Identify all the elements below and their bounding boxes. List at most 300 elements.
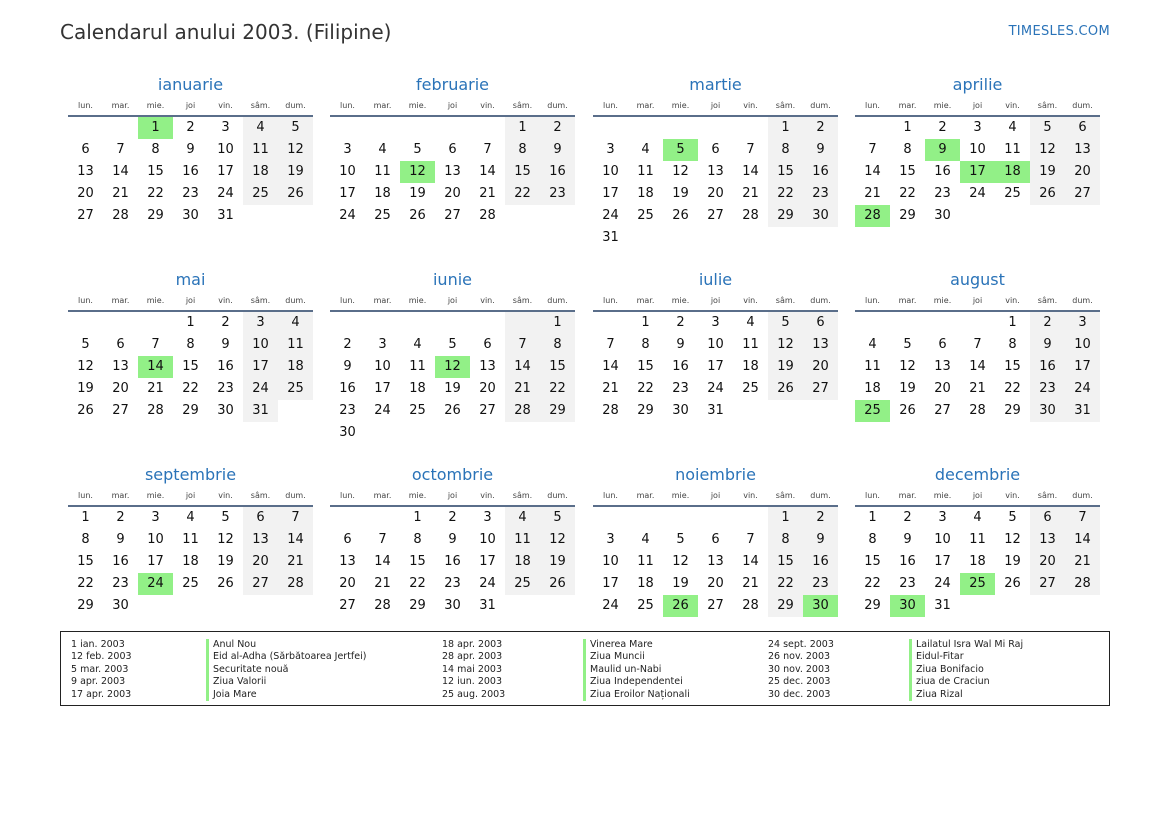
day-cell: 28 bbox=[278, 573, 313, 595]
day-cell: 10 bbox=[479, 532, 496, 547]
day-cell: 27 bbox=[479, 403, 496, 418]
weekday-name: mie. bbox=[671, 296, 690, 305]
day-cell: 24 bbox=[602, 598, 619, 613]
day-grid bbox=[330, 507, 575, 617]
day-cell: 30 bbox=[890, 595, 925, 617]
day-cell: 8 bbox=[1008, 337, 1017, 352]
weekday-name: lun. bbox=[603, 296, 618, 305]
day-cell: 14 bbox=[278, 529, 313, 551]
day-cell: 4 bbox=[1008, 120, 1017, 135]
day-cell: 20 bbox=[1065, 161, 1100, 183]
month-calendar bbox=[68, 463, 313, 617]
weekday-name: mar. bbox=[898, 491, 917, 500]
day-cell: 7 bbox=[606, 337, 615, 352]
weekday-name: mar. bbox=[373, 101, 392, 110]
day-cell: 3 bbox=[151, 510, 160, 525]
day-cell: 6 bbox=[711, 532, 720, 547]
day-cell: 14 bbox=[742, 554, 759, 569]
day-cell: 18 bbox=[637, 576, 654, 591]
day-cell: 31 bbox=[217, 208, 234, 223]
weekday-name: mie. bbox=[408, 296, 427, 305]
day-cell: 10 bbox=[707, 337, 724, 352]
day-grid bbox=[330, 312, 575, 444]
day-cell: 21 bbox=[278, 551, 313, 573]
month-name: februarie bbox=[415, 75, 490, 94]
day-cell: 28 bbox=[855, 205, 890, 227]
legend-names-col-3 bbox=[909, 639, 1023, 701]
day-cell: 1 bbox=[413, 510, 422, 525]
month-name: august bbox=[950, 270, 1005, 289]
day-cell: 9 bbox=[221, 337, 230, 352]
day-cell: 4 bbox=[505, 507, 540, 529]
weekday-header bbox=[68, 97, 313, 117]
day-cell: 11 bbox=[505, 529, 540, 551]
day-cell: 5 bbox=[663, 139, 698, 161]
empty-day-cell bbox=[68, 312, 103, 334]
day-cell: 26 bbox=[899, 403, 916, 418]
empty-day-cell bbox=[365, 312, 400, 334]
day-cell: 31 bbox=[243, 400, 278, 422]
legend-holiday-name: Ziua Rizal bbox=[909, 689, 1023, 701]
day-cell: 1 bbox=[505, 117, 540, 139]
legend-date: 17 apr. 2003 bbox=[71, 688, 132, 700]
day-cell: 15 bbox=[1004, 359, 1021, 374]
day-cell: 29 bbox=[768, 205, 803, 227]
day-cell: 18 bbox=[374, 186, 391, 201]
legend-holiday-name: ziua de Craciun bbox=[909, 676, 1023, 688]
day-cell: 12 bbox=[217, 532, 234, 547]
day-cell: 14 bbox=[1065, 529, 1100, 551]
weekday-name: lun. bbox=[865, 491, 880, 500]
day-cell: 30 bbox=[803, 205, 838, 227]
day-cell: 11 bbox=[1004, 142, 1021, 157]
day-cell: 6 bbox=[483, 337, 492, 352]
day-cell: 3 bbox=[221, 120, 230, 135]
day-cell: 13 bbox=[243, 529, 278, 551]
day-cell: 12 bbox=[540, 529, 575, 551]
day-cell: 17 bbox=[602, 186, 619, 201]
day-cell: 19 bbox=[1004, 554, 1021, 569]
legend-date: 12 feb. 2003 bbox=[71, 651, 132, 663]
day-cell: 11 bbox=[637, 164, 654, 179]
weekday-name: lun. bbox=[603, 101, 618, 110]
weekday-name: lun. bbox=[340, 101, 355, 110]
weekday-name: joi bbox=[447, 101, 458, 110]
day-cell: 15 bbox=[768, 551, 803, 573]
day-cell: 5 bbox=[676, 532, 685, 547]
day-cell: 29 bbox=[147, 208, 164, 223]
day-cell: 27 bbox=[444, 208, 461, 223]
weekday-name: mar. bbox=[111, 491, 130, 500]
day-cell: 19 bbox=[444, 381, 461, 396]
day-cell: 11 bbox=[182, 532, 199, 547]
day-cell: 20 bbox=[934, 381, 951, 396]
day-cell: 11 bbox=[969, 532, 986, 547]
empty-day-cell bbox=[400, 422, 435, 444]
day-cell: 20 bbox=[112, 381, 129, 396]
day-cell: 24 bbox=[374, 403, 391, 418]
empty-day-cell bbox=[733, 227, 768, 249]
day-cell: 23 bbox=[803, 573, 838, 595]
day-cell: 17 bbox=[243, 356, 278, 378]
weekday-header bbox=[330, 292, 575, 312]
weekday-name: mar. bbox=[373, 491, 392, 500]
month-name: octombrie bbox=[411, 465, 494, 484]
empty-day-cell bbox=[540, 595, 575, 617]
day-cell: 26 bbox=[540, 573, 575, 595]
empty-day-cell bbox=[505, 312, 540, 334]
empty-day-cell bbox=[1030, 595, 1065, 617]
day-cell: 2 bbox=[540, 117, 575, 139]
empty-day-cell bbox=[278, 595, 313, 617]
day-cell: 24 bbox=[479, 576, 496, 591]
day-cell: 13 bbox=[77, 164, 94, 179]
weekday-name: sâm. bbox=[1037, 491, 1058, 500]
day-cell: 14 bbox=[112, 164, 129, 179]
day-cell: 8 bbox=[768, 529, 803, 551]
day-cell: 4 bbox=[378, 142, 387, 157]
day-cell: 21 bbox=[479, 186, 496, 201]
day-cell: 27 bbox=[339, 598, 356, 613]
day-cell: 15 bbox=[505, 161, 540, 183]
day-cell: 23 bbox=[112, 576, 129, 591]
day-cell: 4 bbox=[413, 337, 422, 352]
weekday-name: joi bbox=[185, 491, 196, 500]
day-cell: 10 bbox=[969, 142, 986, 157]
day-cell: 13 bbox=[1030, 529, 1065, 551]
weekday-header bbox=[593, 292, 838, 312]
day-cell: 25 bbox=[960, 573, 995, 595]
empty-day-cell bbox=[138, 595, 173, 617]
day-cell: 1 bbox=[138, 117, 173, 139]
day-cell: 8 bbox=[768, 139, 803, 161]
empty-day-cell bbox=[540, 205, 575, 227]
day-cell: 14 bbox=[742, 164, 759, 179]
weekday-name: vin. bbox=[218, 101, 233, 110]
month-calendar bbox=[593, 463, 838, 617]
day-cell: 11 bbox=[864, 359, 881, 374]
weekday-name: mie. bbox=[408, 491, 427, 500]
day-cell: 16 bbox=[803, 161, 838, 183]
day-cell: 15 bbox=[864, 554, 881, 569]
day-cell: 5 bbox=[903, 337, 912, 352]
day-cell: 29 bbox=[768, 595, 803, 617]
day-cell: 30 bbox=[444, 598, 461, 613]
day-cell: 23 bbox=[182, 186, 199, 201]
weekday-header bbox=[68, 292, 313, 312]
day-cell: 8 bbox=[868, 532, 877, 547]
day-cell: 15 bbox=[768, 161, 803, 183]
day-cell: 25 bbox=[505, 573, 540, 595]
day-cell: 6 bbox=[1065, 117, 1100, 139]
weekday-name: sâm. bbox=[775, 296, 796, 305]
day-cell: 13 bbox=[707, 164, 724, 179]
weekday-name: dum. bbox=[810, 296, 831, 305]
day-cell: 5 bbox=[413, 142, 422, 157]
day-cell: 19 bbox=[768, 356, 803, 378]
day-cell: 23 bbox=[899, 576, 916, 591]
empty-day-cell bbox=[768, 400, 803, 422]
day-cell: 30 bbox=[1030, 400, 1065, 422]
day-cell: 14 bbox=[602, 359, 619, 374]
empty-day-cell bbox=[855, 117, 890, 139]
day-cell: 27 bbox=[934, 403, 951, 418]
day-cell: 18 bbox=[505, 551, 540, 573]
day-cell: 8 bbox=[186, 337, 195, 352]
legend-holiday-name: Eid al-Adha (Sărbătoarea Jertfei) bbox=[206, 651, 366, 663]
day-cell: 6 bbox=[448, 142, 457, 157]
legend-date: 28 apr. 2003 bbox=[442, 651, 503, 663]
month-name: iunie bbox=[432, 270, 472, 289]
day-cell: 13 bbox=[479, 359, 496, 374]
empty-day-cell bbox=[593, 312, 628, 334]
legend-holiday-name: Maulid un-Nabi bbox=[583, 664, 690, 676]
day-cell: 30 bbox=[803, 595, 838, 617]
weekday-name: sâm. bbox=[512, 101, 533, 110]
day-cell: 6 bbox=[1030, 507, 1065, 529]
day-cell: 3 bbox=[606, 532, 615, 547]
day-cell: 31 bbox=[934, 598, 951, 613]
weekday-name: joi bbox=[972, 101, 983, 110]
weekday-name: joi bbox=[710, 491, 721, 500]
day-cell: 27 bbox=[1065, 183, 1100, 205]
day-cell: 18 bbox=[278, 356, 313, 378]
day-cell: 27 bbox=[243, 573, 278, 595]
weekday-name: mar. bbox=[111, 101, 130, 110]
day-cell: 13 bbox=[803, 334, 838, 356]
day-cell: 14 bbox=[864, 164, 881, 179]
day-cell: 5 bbox=[448, 337, 457, 352]
day-cell: 22 bbox=[77, 576, 94, 591]
weekday-name: vin. bbox=[1005, 491, 1020, 500]
day-cell: 23 bbox=[934, 186, 951, 201]
day-cell: 17 bbox=[339, 186, 356, 201]
day-cell: 17 bbox=[1065, 356, 1100, 378]
day-cell: 30 bbox=[217, 403, 234, 418]
day-cell: 21 bbox=[742, 576, 759, 591]
day-cell: 21 bbox=[742, 186, 759, 201]
day-cell: 12 bbox=[435, 356, 470, 378]
day-cell: 26 bbox=[1004, 576, 1021, 591]
day-cell: 28 bbox=[969, 403, 986, 418]
day-cell: 22 bbox=[409, 576, 426, 591]
day-cell: 12 bbox=[400, 161, 435, 183]
empty-day-cell bbox=[470, 117, 505, 139]
day-cell: 5 bbox=[221, 510, 230, 525]
day-cell: 7 bbox=[151, 337, 160, 352]
day-cell: 17 bbox=[934, 554, 951, 569]
day-cell: 3 bbox=[243, 312, 278, 334]
legend-date: 1 ian. 2003 bbox=[71, 639, 125, 650]
empty-day-cell bbox=[505, 205, 540, 227]
day-cell: 24 bbox=[1065, 378, 1100, 400]
day-cell: 15 bbox=[77, 554, 94, 569]
day-cell: 21 bbox=[1065, 551, 1100, 573]
weekday-name: joi bbox=[185, 296, 196, 305]
empty-day-cell bbox=[1065, 205, 1100, 227]
day-cell: 18 bbox=[864, 381, 881, 396]
day-cell: 10 bbox=[602, 164, 619, 179]
day-cell: 5 bbox=[278, 117, 313, 139]
weekday-name: joi bbox=[185, 101, 196, 110]
day-cell: 29 bbox=[182, 403, 199, 418]
day-cell: 1 bbox=[540, 312, 575, 334]
day-cell: 13 bbox=[112, 359, 129, 374]
day-cell: 25 bbox=[278, 378, 313, 400]
weekday-name: lun. bbox=[865, 101, 880, 110]
day-cell: 28 bbox=[602, 403, 619, 418]
empty-day-cell bbox=[330, 117, 365, 139]
day-cell: 10 bbox=[374, 359, 391, 374]
day-cell: 10 bbox=[934, 532, 951, 547]
day-cell: 21 bbox=[147, 381, 164, 396]
day-cell: 16 bbox=[540, 161, 575, 183]
month-name: iulie bbox=[698, 270, 733, 289]
day-cell: 31 bbox=[479, 598, 496, 613]
empty-day-cell bbox=[435, 117, 470, 139]
day-cell: 17 bbox=[217, 164, 234, 179]
day-cell: 16 bbox=[182, 164, 199, 179]
weekday-name: sâm. bbox=[512, 296, 533, 305]
day-cell: 18 bbox=[969, 554, 986, 569]
weekday-name: sâm. bbox=[250, 491, 271, 500]
day-cell: 7 bbox=[1065, 507, 1100, 529]
day-cell: 6 bbox=[711, 142, 720, 157]
empty-day-cell bbox=[628, 507, 663, 529]
day-cell: 16 bbox=[217, 359, 234, 374]
day-grid bbox=[855, 312, 1100, 422]
day-cell: 18 bbox=[637, 186, 654, 201]
day-cell: 21 bbox=[864, 186, 881, 201]
day-cell: 16 bbox=[899, 554, 916, 569]
weekday-name: dum. bbox=[285, 101, 306, 110]
day-cell: 5 bbox=[81, 337, 90, 352]
legend-holiday-name: Ziua Eroilor Naționali bbox=[583, 689, 690, 701]
day-cell: 8 bbox=[641, 337, 650, 352]
day-cell: 24 bbox=[602, 208, 619, 223]
legend-date: 18 apr. 2003 bbox=[442, 639, 503, 650]
legend-holiday-name: Ziua Muncii bbox=[583, 651, 690, 663]
day-cell: 1 bbox=[768, 117, 803, 139]
day-cell: 12 bbox=[77, 359, 94, 374]
empty-day-cell bbox=[593, 117, 628, 139]
month-calendar bbox=[593, 73, 838, 249]
day-cell: 22 bbox=[768, 183, 803, 205]
day-cell: 3 bbox=[973, 120, 982, 135]
day-cell: 29 bbox=[1004, 403, 1021, 418]
weekday-name: joi bbox=[972, 296, 983, 305]
day-cell: 20 bbox=[479, 381, 496, 396]
empty-day-cell bbox=[435, 422, 470, 444]
day-cell: 2 bbox=[803, 507, 838, 529]
day-cell: 24 bbox=[138, 573, 173, 595]
weekday-name: mar. bbox=[636, 101, 655, 110]
day-cell: 16 bbox=[339, 381, 356, 396]
day-cell: 29 bbox=[864, 598, 881, 613]
day-cell: 22 bbox=[899, 186, 916, 201]
weekday-name: mie. bbox=[146, 296, 165, 305]
weekday-name: mie. bbox=[671, 101, 690, 110]
empty-day-cell bbox=[698, 507, 733, 529]
month-name: martie bbox=[689, 75, 742, 94]
day-cell: 9 bbox=[186, 142, 195, 157]
day-cell: 10 bbox=[602, 554, 619, 569]
day-cell: 30 bbox=[182, 208, 199, 223]
weekday-name: dum. bbox=[547, 296, 568, 305]
month-calendar bbox=[855, 73, 1100, 227]
day-cell: 7 bbox=[746, 532, 755, 547]
brand-link[interactable]: TIMESLES.COM bbox=[1008, 24, 1110, 39]
day-cell: 8 bbox=[81, 532, 90, 547]
weekday-header bbox=[855, 292, 1100, 312]
day-cell: 14 bbox=[479, 164, 496, 179]
day-cell: 11 bbox=[243, 139, 278, 161]
empty-day-cell bbox=[470, 422, 505, 444]
day-cell: 14 bbox=[374, 554, 391, 569]
day-grid bbox=[855, 117, 1100, 227]
weekday-name: sâm. bbox=[775, 101, 796, 110]
day-cell: 6 bbox=[81, 142, 90, 157]
empty-day-cell bbox=[400, 312, 435, 334]
day-cell: 31 bbox=[707, 403, 724, 418]
weekday-name: mie. bbox=[933, 491, 952, 500]
empty-day-cell bbox=[960, 312, 995, 334]
weekday-name: joi bbox=[710, 296, 721, 305]
empty-day-cell bbox=[628, 117, 663, 139]
day-cell: 25 bbox=[855, 400, 890, 422]
day-cell: 23 bbox=[444, 576, 461, 591]
day-cell: 27 bbox=[707, 598, 724, 613]
weekday-header bbox=[855, 97, 1100, 117]
day-cell: 31 bbox=[1065, 400, 1100, 422]
day-cell: 4 bbox=[868, 337, 877, 352]
weekday-name: mie. bbox=[671, 491, 690, 500]
day-cell: 26 bbox=[663, 595, 698, 617]
day-cell: 8 bbox=[540, 334, 575, 356]
day-cell: 6 bbox=[243, 507, 278, 529]
empty-day-cell bbox=[995, 595, 1030, 617]
day-cell: 26 bbox=[77, 403, 94, 418]
day-cell: 24 bbox=[934, 576, 951, 591]
weekday-name: lun. bbox=[78, 101, 93, 110]
legend-holiday-name: Ziua Bonifacio bbox=[909, 664, 1023, 676]
day-cell: 24 bbox=[217, 186, 234, 201]
legend-date: 25 dec. 2003 bbox=[768, 676, 831, 688]
legend-date: 25 aug. 2003 bbox=[442, 688, 506, 700]
day-cell: 28 bbox=[374, 598, 391, 613]
weekday-name: vin. bbox=[743, 296, 758, 305]
weekday-name: lun. bbox=[340, 491, 355, 500]
day-cell: 11 bbox=[742, 337, 759, 352]
day-cell: 7 bbox=[378, 532, 387, 547]
day-cell: 1 bbox=[186, 315, 195, 330]
day-cell: 28 bbox=[147, 403, 164, 418]
day-cell: 26 bbox=[768, 378, 803, 400]
day-cell: 4 bbox=[973, 510, 982, 525]
weekday-name: joi bbox=[447, 296, 458, 305]
day-grid bbox=[68, 312, 313, 422]
month-name: decembrie bbox=[934, 465, 1021, 484]
day-cell: 1 bbox=[1008, 315, 1017, 330]
empty-day-cell bbox=[1030, 205, 1065, 227]
day-grid bbox=[855, 507, 1100, 617]
day-grid bbox=[593, 117, 838, 249]
day-cell: 13 bbox=[707, 554, 724, 569]
day-cell: 21 bbox=[602, 381, 619, 396]
day-cell: 30 bbox=[112, 598, 129, 613]
legend-dates-col-1 bbox=[71, 639, 132, 701]
weekday-name: vin. bbox=[743, 491, 758, 500]
